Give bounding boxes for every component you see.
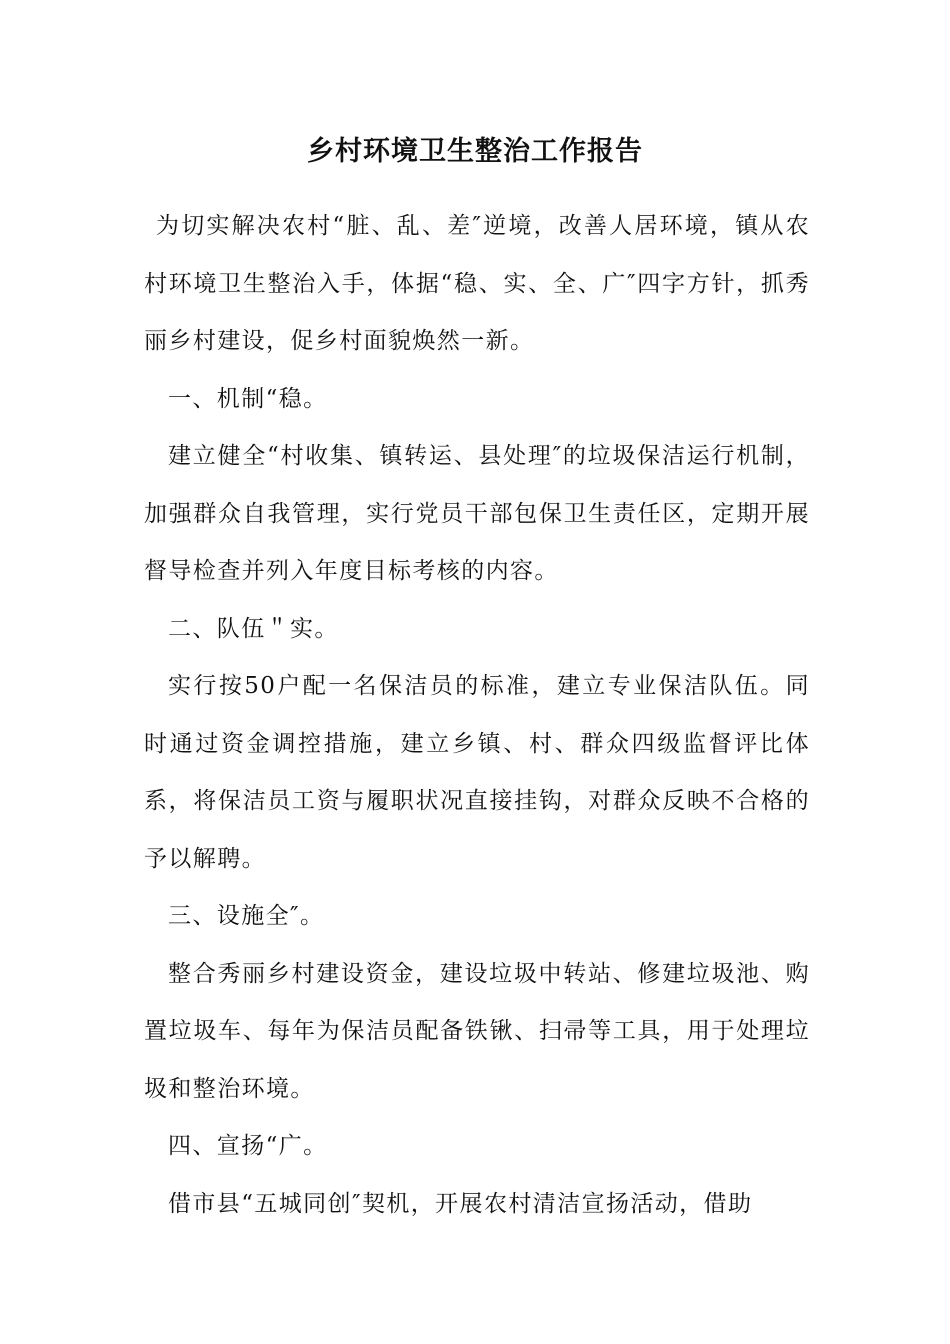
paragraph-team: 实行按50户配一名保洁员的标准，建立专业保洁队伍。同时通过资金调控措施，建立乡镇、村、群众四级监督评比体系，将保洁员工资与履职状况直接挂钩，对群众反映不合格的予以解聘。 [144, 673, 810, 872]
paragraph-intro: 为切实解决农村“脏、乱、差″逆境，改善人居环境，镇从农村环境卫生整治入手，体据“稳、实、全、广″四字方针，抓秀丽乡村建设，促乡村面貌焕然一新。 [144, 213, 810, 354]
document-body [144, 198, 810, 1233]
paragraph-facilities: 整合秀丽乡村建设资金，建设垃圾中转站、修建垃圾池、购置垃圾车、每年为保洁员配备铁锹、扫帚等工具，用于处理垃圾和整治环境。 [144, 960, 810, 1102]
section-heading-facilities: 三、设施全″。 [168, 903, 325, 929]
document-title: 乡村环境卫生整治工作报告 [307, 136, 643, 167]
section-heading-team: 二、队伍＂实。 [168, 615, 339, 642]
section-heading-publicity: 四、宣扬“广。 [168, 1133, 328, 1159]
paragraph-mechanism: 建立健全“村收集、镇转运、县处理″的垃圾保洁运行机制，加强群众自我管理，实行党员干部包保卫生责任区，定期开展督导检查并列入年度目标考核的内容。 [144, 443, 810, 584]
paragraph-publicity: 借市县“五城同创″契机，开展农村清洁宣扬活动，借助 [168, 1190, 753, 1217]
section-heading-mechanism: 一、机制“稳。 [168, 385, 328, 412]
